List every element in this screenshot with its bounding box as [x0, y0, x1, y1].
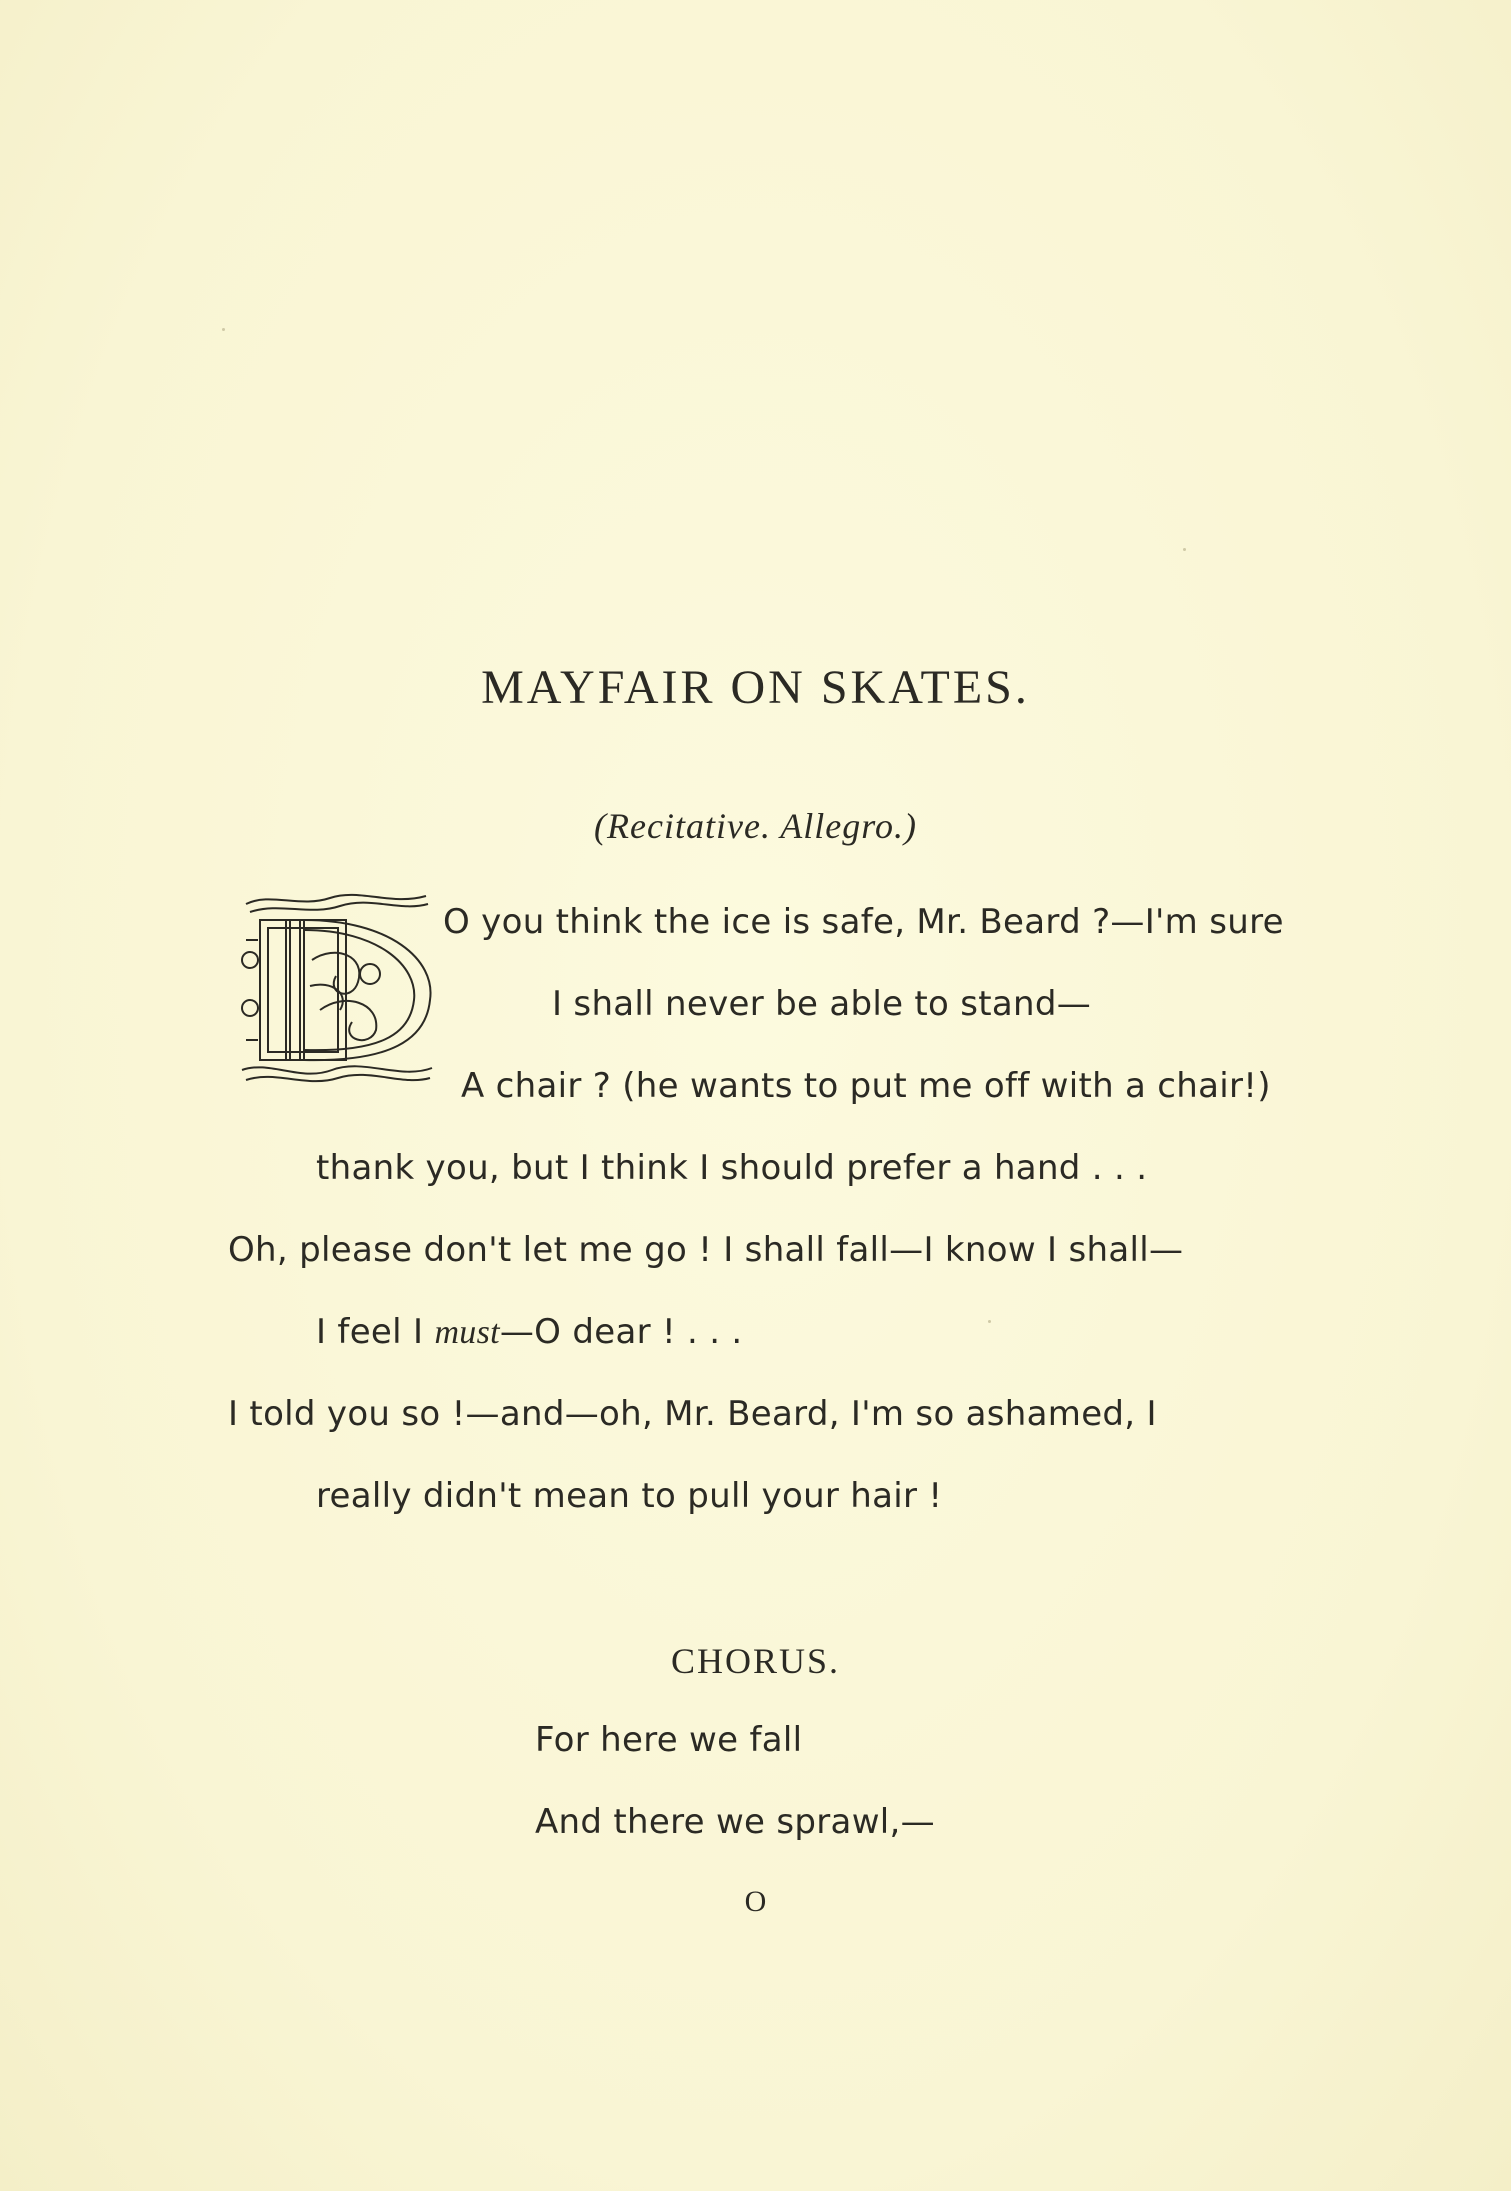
- verse-line: A chair ? (he wants to put me off with a chair!): [461, 1066, 1271, 1106]
- verse-line: thank you, but I think I should prefer a hand . . .: [316, 1148, 1148, 1188]
- chorus-line: And there we sprawl,—: [535, 1802, 935, 1842]
- paper-speck: [222, 328, 225, 331]
- verse-line: I shall never be able to stand—: [552, 984, 1092, 1024]
- page-title: MAYFAIR ON SKATES.: [481, 661, 1030, 714]
- page-signature: O: [744, 1885, 767, 1918]
- chorus-line: For here we fall: [535, 1720, 803, 1760]
- chorus-heading: CHORUS.: [670, 1641, 841, 1681]
- verse-text: —O dear ! . . .: [499, 1312, 743, 1352]
- verse-line: Oh, please don't let me go ! I shall fall—I know I shall—: [228, 1230, 1184, 1270]
- verse-line: really didn't mean to pull your hair !: [316, 1476, 943, 1516]
- paper-speck: [988, 1320, 991, 1323]
- drop-cap-initial: [240, 890, 436, 1090]
- subtitle: (Recitative. Allegro.): [594, 806, 917, 846]
- emphasized-word: must: [434, 1314, 500, 1351]
- paper-speck: [1183, 548, 1186, 551]
- verse-text: I feel I: [316, 1312, 435, 1352]
- verse-line: I told you so !—and—oh, Mr. Beard, I'm so ashamed, I: [228, 1394, 1157, 1434]
- verse-line: O you think the ice is safe, Mr. Beard ?—I'm sure: [443, 902, 1284, 942]
- verse-line: [316, 1312, 743, 1352]
